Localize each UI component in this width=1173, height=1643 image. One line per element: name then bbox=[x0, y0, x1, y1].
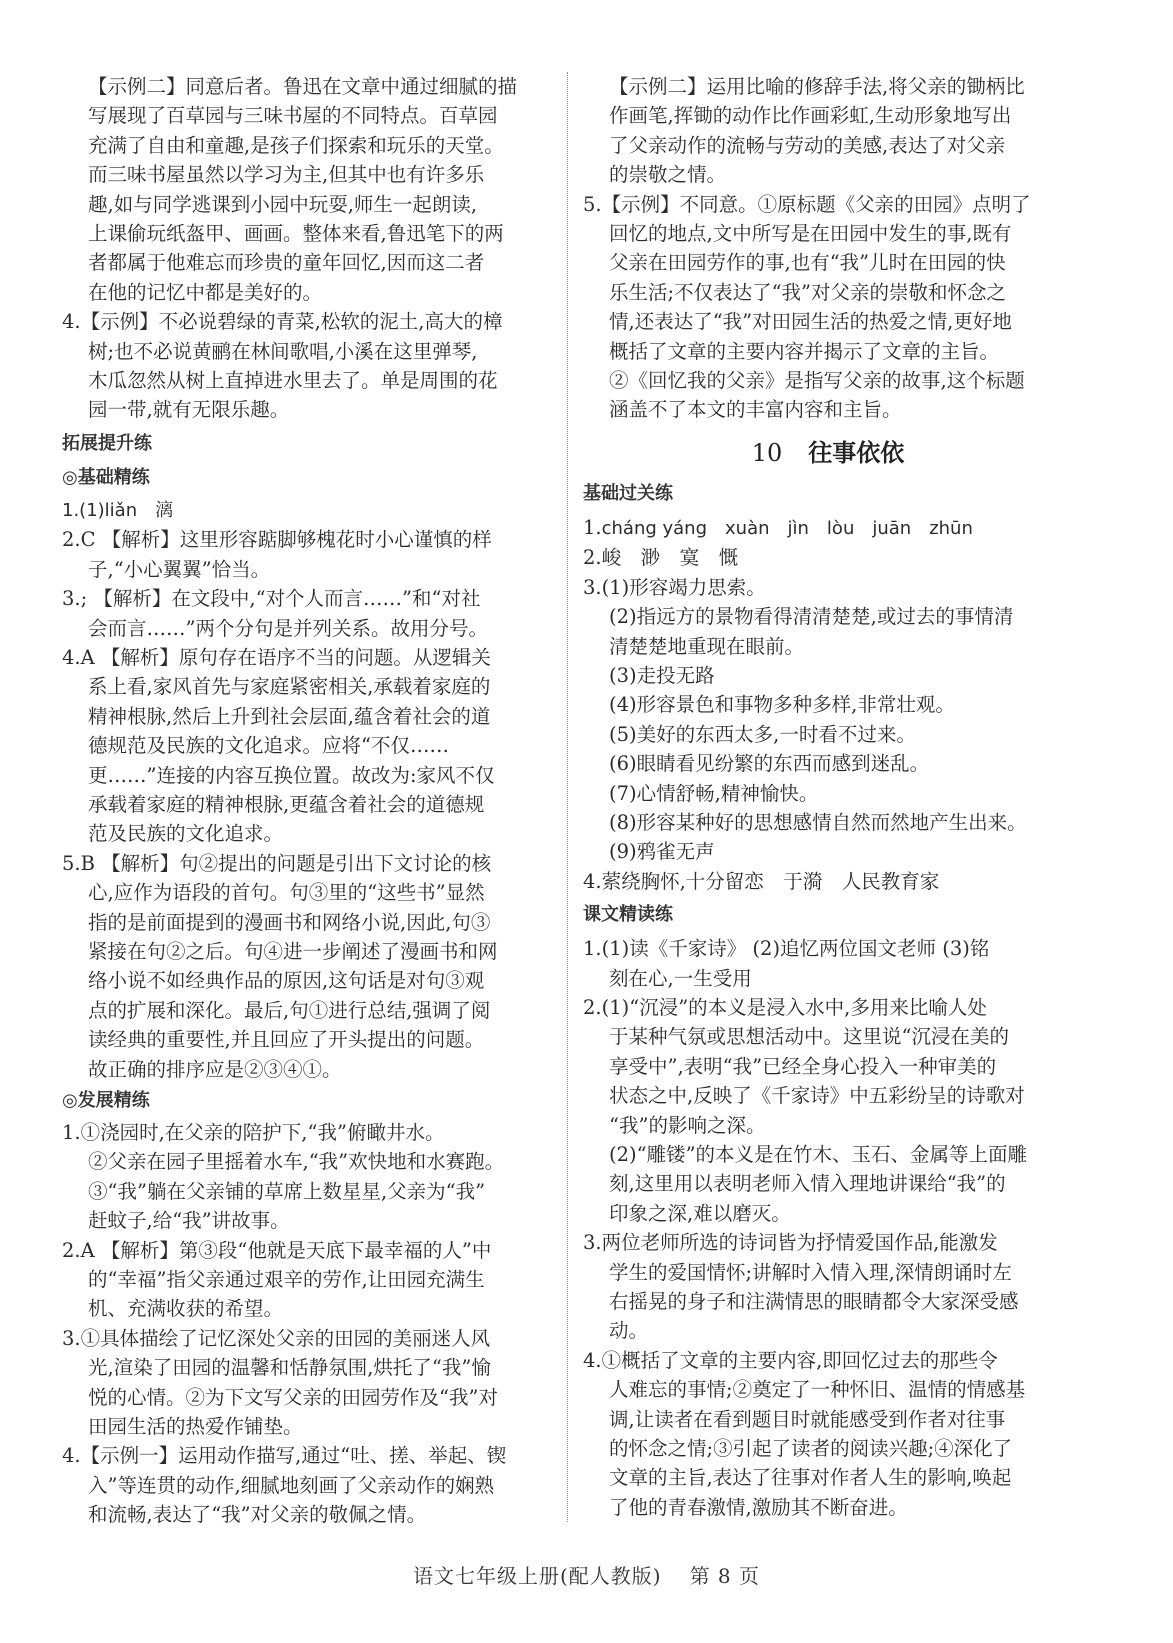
text-line: 于某种气氛或思想活动中。这里说“沉浸在美的 bbox=[609, 1025, 1009, 1049]
text-line: 4.A 【解析】原句存在语序不当的问题。从逻辑关 bbox=[62, 645, 491, 669]
basic-pass-item-2: 2.峻 渺 寞 慨 bbox=[583, 546, 739, 570]
text-line: 涵盖不了本文的丰富内容和主旨。 bbox=[609, 398, 902, 422]
text-line: 上课偷玩纸盔甲、画画。整体来看,鲁迅笔下的两 bbox=[88, 222, 504, 246]
basic-pass-item-1 bbox=[583, 513, 1073, 543]
text-line: 树;也不必说黄鹂在林间歌唱,小溪在这里弹琴, bbox=[88, 339, 478, 363]
text-line: 1.①浇园时,在父亲的陪护下,“我”俯瞰井水。 bbox=[62, 1121, 445, 1144]
text-line: 回忆的地点,文中所写是在田园中发生的事,既有 bbox=[609, 222, 1012, 246]
text-line: 印象之深,难以磨灭。 bbox=[609, 1201, 791, 1225]
text-line: ③“我”躺在父亲铺的草席上数星星,父亲为“我” bbox=[88, 1179, 486, 1203]
subsection-heading-basic: ◎基础精练 bbox=[62, 466, 150, 488]
text-line: 3.; 【解析】在文段中,“对个人而言……”和“对社 bbox=[62, 587, 481, 611]
text-line: (7)心情舒畅,精神愉快。 bbox=[609, 781, 819, 805]
book-title: 语文七年级上册(配人教版) bbox=[412, 1564, 662, 1588]
text-line: 享受中”,表明“我”已经全身心投入一种审美的 bbox=[609, 1054, 997, 1078]
lesson-number: 10 bbox=[751, 438, 783, 467]
item-number: 1. bbox=[583, 515, 602, 539]
text-line: 刻在心,一生受用 bbox=[609, 966, 752, 990]
text-line: 了他的青春激情,激励其不断奋进。 bbox=[609, 1495, 908, 1519]
section-heading-basic-pass: 基础过关练 bbox=[583, 482, 673, 504]
develop-item-4 bbox=[62, 1441, 550, 1529]
example-two-rhetoric bbox=[583, 72, 1073, 190]
text-line: 3.(1)形容竭力思索。 bbox=[583, 575, 766, 599]
text-line: 刻,这里用以表明老师入情入理地讲课给“我”的 bbox=[609, 1172, 1006, 1196]
answer-item-5-right bbox=[583, 190, 1073, 425]
answer-item-4b bbox=[62, 643, 550, 849]
text-line: 读经典的重要性,并且回应了开头提出的问题。 bbox=[88, 1028, 485, 1052]
text-line: 故正确的排序应是②③④①。 bbox=[88, 1057, 342, 1081]
text-line: 2.A 【解析】第③段“他就是天底下最幸福的人”中 bbox=[62, 1238, 492, 1262]
text-line: 乐生活;不仅表达了“我”对父亲的崇敬和怀念之 bbox=[609, 280, 1007, 304]
develop-item-3 bbox=[62, 1324, 550, 1442]
text-line: 而三味书屋虽然以学习为主,但其中也有许多乐 bbox=[88, 163, 485, 187]
text-line: 4.【示例一】运用动作描写,通过“吐、搓、举起、锲 bbox=[62, 1444, 507, 1468]
text-line: 光,渲染了田园的温馨和恬静氛围,烘托了“我”愉 bbox=[88, 1356, 491, 1380]
text-line: 【示例二】同意后者。鲁迅在文章中通过细腻的描 bbox=[88, 75, 518, 98]
text-line: 田园生活的热爱作铺垫。 bbox=[88, 1415, 303, 1439]
text-line: 了父亲动作的流畅与劳动的美感,表达了对父亲 bbox=[609, 133, 1006, 157]
basic-pass-item-4: 4.萦绕胸怀,十分留恋 于漪 人民教育家 bbox=[583, 869, 940, 893]
text-line: 德规范及民族的文化追求。应将“不仅…… bbox=[88, 734, 449, 758]
text-line: 【示例二】运用比喻的修辞手法,将父亲的锄柄比 bbox=[609, 75, 1025, 98]
text-line: ②《回忆我的父亲》是指写父亲的故事,这个标题 bbox=[609, 369, 1025, 393]
text-line: 状态之中,反映了《千家诗》中五彩纷呈的诗歌对 bbox=[609, 1084, 1025, 1108]
text-line: 赶蚊子,给“我”讲故事。 bbox=[88, 1209, 290, 1233]
text-line: 调,让读者在看到题目时就能感受到作者对往事 bbox=[609, 1407, 1006, 1431]
column-divider bbox=[567, 72, 568, 1522]
text-line: 木瓜忽然从树上直掉进水里去了。单是周围的花 bbox=[88, 369, 498, 393]
close-reading-item-3 bbox=[583, 1228, 1073, 1346]
answer-item-1 bbox=[62, 495, 550, 525]
text-line: 3.①具体描绘了记忆深处父亲的田园的美丽迷人风 bbox=[62, 1326, 491, 1350]
text-line: “我”的影响之深。 bbox=[609, 1113, 766, 1137]
text-line: 概括了文章的主要内容并揭示了文章的主旨。 bbox=[609, 339, 1000, 363]
text-line: 充满了自由和童趣,是孩子们探索和玩乐的天堂。 bbox=[88, 133, 504, 157]
answer-item-4 bbox=[62, 307, 550, 425]
text-line: 2.(1)“沉浸”的本义是浸入水中,多用来比喻人处 bbox=[583, 995, 987, 1019]
answer-item-2 bbox=[62, 525, 550, 584]
text-line: 右摇晃的身子和注满情思的眼睛都令大家深受感 bbox=[609, 1290, 1019, 1314]
lesson-name: 往事依依 bbox=[808, 438, 905, 467]
text-line: (2)“雕镂”的本义是在竹木、玉石、金属等上面雕 bbox=[609, 1143, 1028, 1166]
answer-item-3 bbox=[62, 584, 550, 643]
text-line: 承载着家庭的精神根脉,更蕴含着社会的道德规 bbox=[88, 792, 485, 816]
text-line: 情,还表达了“我”对田园生活的热爱之情,更好地 bbox=[609, 310, 1012, 334]
page-footer bbox=[0, 1560, 1173, 1589]
close-reading-item-2 bbox=[583, 993, 1073, 1228]
text-line: 的“幸福”指父亲通过艰辛的劳作,让田园充满生 bbox=[88, 1268, 485, 1292]
example-two-answer bbox=[62, 72, 550, 101]
text-line: 3.两位老师所选的诗词皆为抒情爱国作品,能激发 bbox=[583, 1231, 998, 1255]
text-line: 1.(1)读《千家诗》 (2)追忆两位国文老师 (3)铭 bbox=[583, 937, 990, 961]
text-line: 紧接在句②之后。句④进一步阐述了漫画书和网 bbox=[88, 939, 498, 963]
answer-item-5 bbox=[62, 849, 550, 1084]
text-line: 精神根脉,然后上升到社会层面,蕴含着社会的道 bbox=[88, 704, 491, 728]
text-line: (3)走投无路 bbox=[609, 663, 715, 687]
text-line: 5.B 【解析】句②提出的问题是引出下文讨论的核 bbox=[62, 851, 492, 875]
text-line: 会而言……”两个分句是并列关系。故用分号。 bbox=[88, 616, 488, 640]
text-line: (8)形容某种好的思想感情自然而然地产生出来。 bbox=[609, 810, 1027, 834]
pinyin-answer: 1.(1)liǎn 漓 bbox=[62, 499, 174, 521]
page-number: 第 8 页 bbox=[689, 1564, 761, 1588]
lesson-title bbox=[583, 433, 1073, 473]
text-line: ②父亲在园子里摇着水车,“我”欢快地和水赛跑。 bbox=[88, 1150, 505, 1174]
text-line: 者都属于他难忘而珍贵的童年回忆,因而这二者 bbox=[88, 251, 485, 275]
text-line: (4)形容景色和事物多种多样,非常壮观。 bbox=[609, 693, 955, 717]
text-line: 4.【示例】不必说碧绿的青菜,松软的泥土,高大的樟 bbox=[62, 310, 503, 334]
text-line: 和流畅,表达了“我”对父亲的敬佩之情。 bbox=[88, 1503, 427, 1527]
subsection-heading-develop: ◎发展精练 bbox=[62, 1090, 150, 1111]
text-line: 动。 bbox=[609, 1319, 649, 1343]
example-two-continued bbox=[62, 101, 550, 307]
left-column bbox=[62, 72, 550, 1530]
text-line: 清楚楚地重现在眼前。 bbox=[609, 634, 805, 658]
text-line: 子,“小心翼翼”恰当。 bbox=[88, 557, 271, 581]
pinyin-answer: cháng yáng xuàn jìn lòu juān zhūn bbox=[601, 517, 973, 539]
text-line: 点的扩展和深化。最后,句①进行总结,强调了阅 bbox=[88, 998, 491, 1022]
text-line: 学生的爱国情怀;讲解时入情入理,深情朗诵时左 bbox=[609, 1260, 1012, 1284]
text-line: 的崇敬之情。 bbox=[609, 163, 727, 187]
text-line: (6)眼睛看见纷繁的东西而感到迷乱。 bbox=[609, 752, 930, 776]
text-line: 作画笔,挥锄的动作比作画彩虹,生动形象地写出 bbox=[609, 104, 1012, 128]
basic-pass-item-3 bbox=[583, 573, 1073, 867]
text-line: 系上看,家风首先与家庭紧密相关,承载着家庭的 bbox=[88, 675, 491, 699]
text-line: 机、充满收获的希望。 bbox=[88, 1297, 284, 1321]
text-line: 心,应作为语段的首句。句③里的“这些书”显然 bbox=[88, 881, 485, 905]
text-line: 更……”连接的内容互换位置。故改为:家风不仅 bbox=[88, 763, 495, 787]
section-heading-extension: 拓展提升练 bbox=[62, 432, 152, 454]
text-line: 2.C 【解析】这里形容踮脚够槐花时小心谨慎的样 bbox=[62, 528, 492, 552]
develop-item-2 bbox=[62, 1236, 550, 1324]
text-line: (5)美好的东西太多,一时看不过来。 bbox=[609, 722, 916, 746]
text-line: 络小说不如经典作品的原因,这句话是对句③观 bbox=[88, 969, 485, 993]
develop-item-1 bbox=[62, 1118, 550, 1236]
right-column bbox=[583, 72, 1073, 1522]
close-reading-item-4 bbox=[583, 1346, 1073, 1522]
text-line: 趣,如与同学逃课到小园中玩耍,师生一起朗读, bbox=[88, 192, 478, 216]
text-line: (2)指远方的景物看得清清楚楚,或过去的事情清 bbox=[609, 605, 1014, 629]
text-line: 在他的记忆中都是美好的。 bbox=[88, 280, 323, 304]
text-line: 文章的主旨,表达了往事对作者人生的影响,唤起 bbox=[609, 1466, 1012, 1490]
text-line: 人难忘的事情;②奠定了一种怀旧、温情的情感基 bbox=[609, 1378, 1026, 1402]
close-reading-item-1 bbox=[583, 934, 1073, 993]
text-line: 4.①概括了文章的主要内容,即回忆过去的那些令 bbox=[583, 1348, 998, 1372]
text-line: 写展现了百草园与三味书屋的不同特点。百草园 bbox=[88, 104, 498, 128]
text-line: 指的是前面提到的漫画书和网络小说,因此,句③ bbox=[88, 910, 491, 934]
text-line: 园一带,就有无限乐趣。 bbox=[88, 398, 290, 422]
text-line: 父亲在田园劳作的事,也有“我”儿时在田园的快 bbox=[609, 251, 1006, 275]
text-line: 悦的心情。②为下文写父亲的田园劳作及“我”对 bbox=[88, 1385, 498, 1409]
text-line: 入”等连贯的动作,细腻地刻画了父亲动作的娴熟 bbox=[88, 1473, 495, 1497]
text-line: (9)鸦雀无声 bbox=[609, 840, 715, 864]
section-heading-close-reading: 课文精读练 bbox=[583, 904, 673, 926]
text-line: 5.【示例】不同意。①原标题《父亲的田园》点明了 bbox=[583, 192, 1031, 216]
text-line: 的怀念之情;③引起了读者的阅读兴趣;④深化了 bbox=[609, 1437, 1013, 1461]
text-line: 范及民族的文化追求。 bbox=[88, 822, 284, 846]
